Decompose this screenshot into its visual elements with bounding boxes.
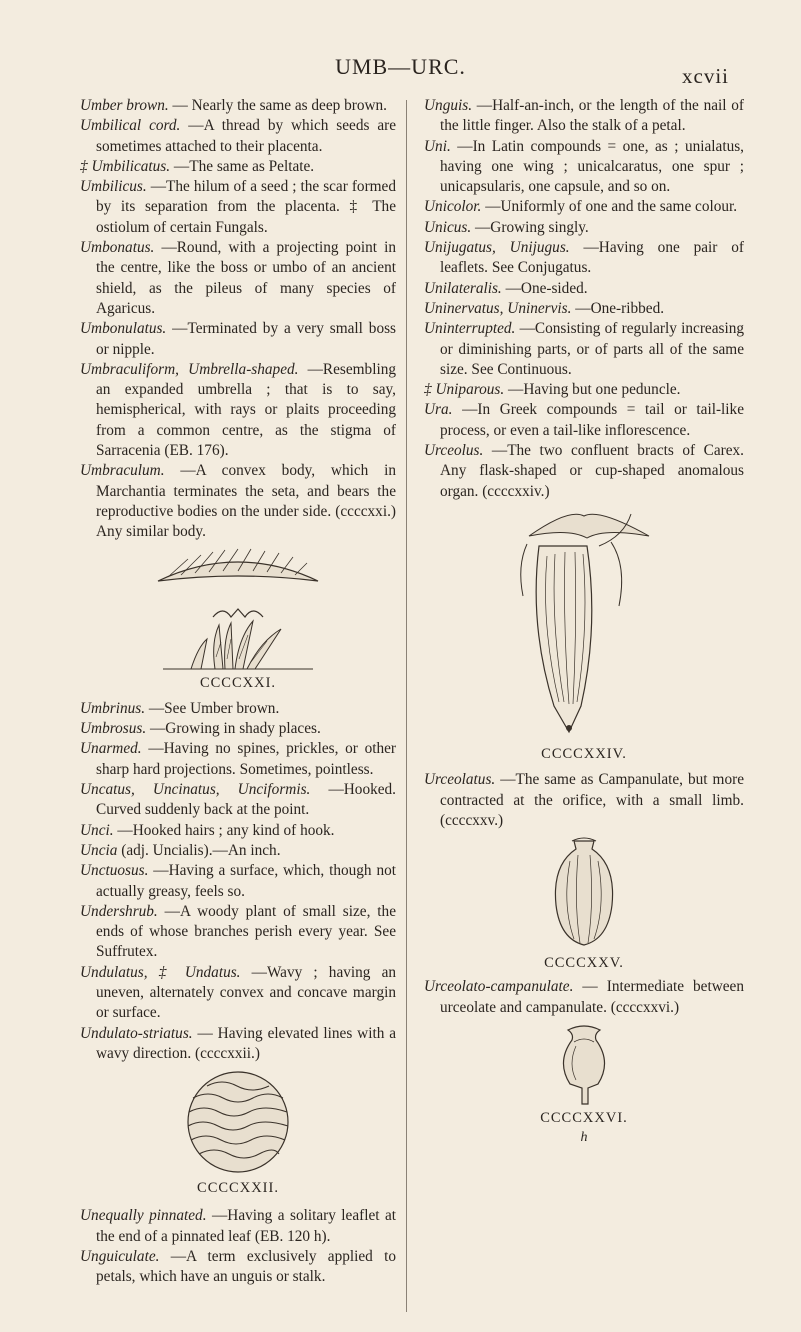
entry-term: Umbilicus.: [80, 178, 147, 196]
entry-term: Uni.: [424, 137, 451, 155]
entry-definition: —One-sided.: [505, 279, 588, 297]
glossary-entry: [424, 218, 744, 238]
entry-definition: —Having a surface, which, though not actually greasy, feels so.: [96, 862, 396, 900]
column-divider: [406, 100, 407, 1312]
entry-term: Umber brown.: [80, 97, 169, 114]
entry-definition: — Intermediate between urceolate and campanulate. (ccccxxvi.): [440, 978, 744, 1016]
entry-definition: —Hooked. Curved suddenly back at the point.: [96, 781, 397, 819]
entry-definition: —Growing singly.: [475, 218, 589, 236]
glossary-entry: [80, 157, 396, 177]
entry-term: Undershrub.: [80, 902, 158, 920]
entry-term: Unilateralis.: [424, 279, 502, 297]
entry-term: Umbonulatus.: [80, 320, 167, 338]
entry-definition: —A term exclusively applied to petals, which have an unguis or stalk.: [96, 1248, 397, 1286]
entry-definition: —Terminated by a very small boss or nipple.: [96, 320, 396, 358]
glossary-entry: [424, 400, 744, 441]
glossary-entry: [424, 319, 744, 380]
page-number: xcvii: [682, 64, 729, 88]
entry-definition: — Nearly the same as deep brown.: [172, 97, 388, 114]
glossary-entry: [80, 116, 396, 157]
figure-urceolato-campanulate: [424, 1022, 744, 1149]
figure-caption: CCCCXXIV.: [541, 745, 627, 762]
entry-term: Urceolato-campanulate.: [424, 978, 574, 996]
figure-caption: CCCCXXII.: [197, 1180, 279, 1197]
entry-definition: —The same as Peltate.: [173, 157, 315, 175]
glossary-entry: [80, 238, 396, 319]
entry-term: Umbonatus.: [80, 239, 155, 257]
entry-definition: —Half-an-inch, or the length of the nail of the little finger. Also the stalk of a petal.: [440, 97, 745, 135]
entry-term: Unicus.: [424, 218, 472, 236]
umbraculum-illustration: [143, 547, 333, 671]
glossary-entry: [80, 177, 396, 238]
glossary-entry: [80, 963, 396, 1024]
page-header: [0, 48, 801, 88]
entry-term: ‡ Uniparous.: [424, 381, 505, 399]
entry-term: Unarmed.: [80, 740, 142, 758]
urceolatus-illustration: [544, 835, 624, 951]
glossary-entry: [80, 902, 396, 963]
entry-definition: —Uniformly of one and the same colour.: [485, 198, 738, 216]
entry-term: Uncatus, Uncinatus, Unciformis.: [80, 781, 311, 799]
entry-term: Unijugatus, Unijugus.: [424, 239, 570, 257]
entry-definition: —The hilum of a seed ; the scar formed by its separation from the placenta. ‡ The ostiolum of certain Fungals.: [96, 178, 396, 236]
entry-term: Unequally pinnated.: [80, 1207, 207, 1225]
entry-term: Undulatus, ‡ Undatus.: [80, 963, 241, 981]
entry-definition: —See Umber brown.: [148, 699, 280, 717]
figure-urceolus: [424, 506, 744, 764]
entry-term: Umbraculiform, Umbrella-shaped.: [80, 360, 299, 378]
entry-term: Undulato-striatus.: [80, 1024, 193, 1042]
entry-definition: —Wavy ; having an uneven, alternately convex and concave margin or surface.: [96, 963, 397, 1022]
glossary-entry: [424, 197, 744, 217]
entry-definition: —Having but one peduncle.: [508, 381, 681, 399]
glossary-entry: [80, 360, 396, 461]
entry-term: Urceolus.: [424, 442, 484, 460]
figure-urceolatus: [424, 835, 744, 973]
undulato-striatus-illustration: [183, 1068, 293, 1176]
entry-definition: —Having no spines, prickles, or other sharp hard projections. Sometimes, pointless.: [96, 740, 397, 778]
urceolato-campanulate-illustration: [554, 1022, 614, 1106]
figure-umbraculum: [80, 547, 396, 693]
entry-term: Unguis.: [424, 97, 473, 114]
entry-group: [80, 96, 396, 543]
entry-definition: —In Greek compounds = tail or tail-like process, or even a tail-like inflorescence.: [440, 401, 744, 439]
glossary-entry: [80, 699, 396, 719]
entry-term: Unci.: [80, 821, 114, 839]
entry-definition: —Hooked hairs ; any kind of hook.: [117, 821, 335, 839]
glossary-entry: [424, 279, 744, 299]
glossary-entry: [424, 96, 744, 137]
glossary-entry: [80, 739, 396, 780]
glossary-entry: [424, 299, 744, 319]
glossary-entry: [80, 841, 396, 861]
glossary-entry: [80, 1206, 396, 1247]
entry-term: Umbrinus.: [80, 699, 146, 717]
entry-definition: —Round, with a projecting point in the centre, like the boss or umbo of an ancient shield, as the pileus of many species of Agaricus.: [96, 239, 396, 317]
entry-term: Unctuosus.: [80, 862, 149, 880]
glossary-entry: [424, 137, 744, 198]
entry-definition: —A convex body, which in Marchantia terminates the seta, and bears the reproductive bodies on the under side. (ccccxxi.) Any similar body.: [96, 462, 396, 541]
entry-term: ‡ Umbilicatus.: [80, 157, 171, 175]
entry-definition: —Having one pair of leaflets. See Conjugatus.: [440, 239, 745, 277]
glossary-entry: [80, 1024, 396, 1065]
urceolus-illustration: [509, 506, 659, 742]
entry-definition: —Consisting of regularly increasing or diminishing parts, or of parts all of the same size. See Continuous.: [440, 320, 744, 378]
entry-term: Urceolatus.: [424, 771, 496, 789]
entry-definition: —In Latin compounds = one, as ; unialatus, having one wing ; unicalcaratus, one spur ; unicapsularis, one capsule, and so on.: [440, 137, 744, 196]
figure-undulato-striatus: [80, 1068, 396, 1198]
glossary-entry: [424, 380, 744, 400]
entry-term: Uninterrupted.: [424, 320, 516, 338]
entry-definition: (adj. Uncialis).—An inch.: [121, 841, 281, 859]
entry-group: [80, 1206, 396, 1287]
glossary-entry: [80, 319, 396, 360]
entry-definition: —One-ribbed.: [575, 299, 665, 317]
figure-subscript: h: [580, 1130, 588, 1146]
entry-definition: —The two confluent bracts of Carex. Any flask-shaped or cup-shaped anomalous organ. (ccccxxiv.): [440, 442, 744, 500]
glossary-entry: [80, 461, 396, 542]
entry-term: Unguiculate.: [80, 1248, 160, 1266]
entry-definition: —The same as Campanulate, but more contracted at the orifice, with a small limb. (ccccxxv.): [440, 771, 744, 829]
entry-term: Uncia: [80, 841, 118, 859]
entry-group: [424, 977, 744, 1018]
running-head: UMB—URC.: [335, 54, 466, 79]
entry-group: [424, 770, 744, 831]
glossary-entry: [424, 770, 744, 831]
figure-caption: CCCCXXV.: [544, 955, 624, 972]
entry-definition: —A thread by which seeds are sometimes attached to their placenta.: [96, 117, 397, 155]
entry-definition: —Growing in shady places.: [149, 720, 321, 738]
entry-term: Umbilical cord.: [80, 117, 181, 135]
right-column: [424, 96, 744, 1149]
glossary-entry: [80, 821, 396, 841]
glossary-entry: [80, 719, 396, 739]
entry-group: [80, 699, 396, 1064]
figure-caption: CCCCXXI.: [199, 674, 277, 691]
entry-definition: — Having elevated lines with a wavy direction. (ccccxxii.): [96, 1024, 397, 1062]
glossary-entry: [424, 977, 744, 1018]
glossary-entry: [80, 1247, 396, 1288]
entry-definition: —Having a solitary leaflet at the end of a pinnated leaf (EB. 120 h).: [96, 1207, 397, 1245]
figure-caption: CCCCXXVI.: [540, 1110, 628, 1127]
glossary-entry: [424, 238, 744, 279]
glossary-entry: [80, 861, 396, 902]
entry-group: [424, 96, 744, 502]
glossary-entry: [80, 780, 396, 821]
glossary-entry: [424, 441, 744, 502]
left-column: [80, 96, 396, 1288]
entry-term: Ura.: [424, 401, 453, 419]
entry-definition: —Resembling an expanded umbrella ; that is to say, hemispherical, with rays or plaits proceeding from a common centre, as the stigma of Sarracenia (EB. 176).: [96, 360, 396, 460]
entry-term: Umbrosus.: [80, 720, 147, 738]
entry-definition: —A woody plant of small size, the ends of whose branches perish every year. See Suffrutex.: [96, 902, 396, 961]
entry-term: Umbraculum.: [80, 462, 165, 480]
entry-term: Unicolor.: [424, 198, 482, 216]
entry-term: Uninervatus, Uninervis.: [424, 299, 572, 317]
glossary-entry: [80, 96, 396, 116]
